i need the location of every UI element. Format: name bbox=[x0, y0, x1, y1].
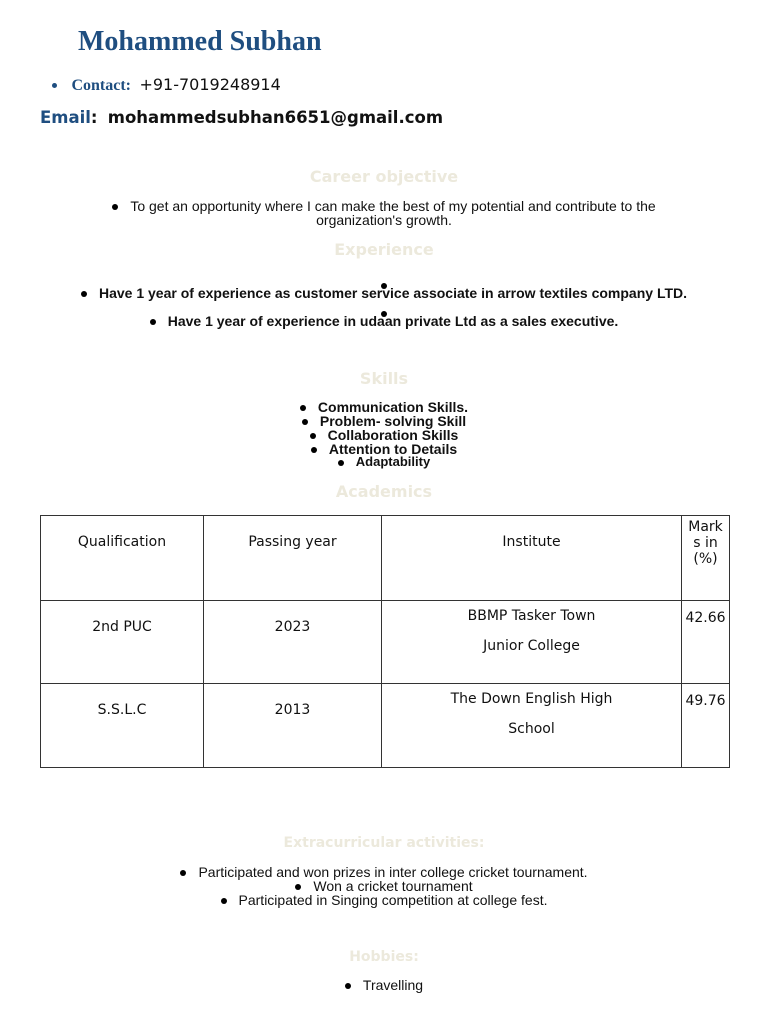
bullet-icon bbox=[311, 447, 317, 453]
email-row bbox=[40, 108, 443, 127]
header-cell bbox=[682, 516, 730, 601]
table-row bbox=[41, 601, 730, 684]
header-cell bbox=[204, 516, 382, 601]
institute-line: The Down English High bbox=[450, 691, 613, 707]
contact-label: Contact: bbox=[71, 77, 131, 94]
institute-cell bbox=[382, 601, 681, 661]
bullet-icon bbox=[338, 460, 344, 466]
career-objective-heading: Career objective bbox=[309, 167, 459, 186]
table-row bbox=[41, 684, 730, 768]
contact-row bbox=[52, 75, 281, 95]
bullet-icon bbox=[81, 291, 87, 297]
bullet-icon bbox=[345, 983, 351, 989]
institute-line: Junior College bbox=[483, 638, 580, 654]
qualification-cell: S.S.L.C bbox=[97, 702, 147, 718]
bullet-icon bbox=[300, 405, 306, 411]
extracurricular-item-3 bbox=[0, 892, 768, 908]
experience-item-2 bbox=[0, 313, 768, 329]
marks-cell: 49.76 bbox=[685, 693, 726, 709]
skill-text: Attention to Details bbox=[328, 441, 458, 457]
header-institute: Institute bbox=[502, 534, 561, 550]
year-cell: 2013 bbox=[274, 702, 311, 718]
institute-line: School bbox=[508, 721, 555, 737]
email-colon: : bbox=[90, 108, 98, 127]
extracurricular-text: Participated in Singing competition at college fest. bbox=[238, 892, 548, 908]
bullet-icon bbox=[180, 870, 186, 876]
marks-cell: 42.66 bbox=[685, 610, 726, 626]
bullet-icon bbox=[295, 884, 301, 890]
skill-text: Adaptability bbox=[355, 454, 431, 469]
hobbies-heading: Hobbies: bbox=[349, 949, 419, 965]
experience-item-1 bbox=[0, 285, 768, 301]
institute-cell bbox=[382, 684, 681, 744]
bullet-icon bbox=[150, 319, 156, 325]
table-cell bbox=[382, 684, 682, 768]
resume-name: Mohammed Subhan bbox=[78, 26, 322, 57]
skill-item-5 bbox=[0, 454, 768, 469]
table-cell bbox=[382, 601, 682, 684]
skill-text: Collaboration Skills bbox=[327, 427, 459, 443]
qualification-cell: 2nd PUC bbox=[92, 619, 152, 635]
header-passing-year: Passing year bbox=[248, 534, 337, 550]
table-cell bbox=[41, 684, 204, 768]
bullet-icon bbox=[112, 204, 118, 210]
table-cell bbox=[204, 684, 382, 768]
career-objective-text-1: To get an opportunity where I can make the best of my potential and contribute to the bbox=[130, 198, 656, 214]
bullet-icon bbox=[221, 898, 227, 904]
header-qualification: Qualification bbox=[77, 534, 167, 550]
hobby-text: Travelling bbox=[362, 977, 424, 993]
academics-heading: Academics bbox=[335, 482, 433, 501]
header-cell bbox=[41, 516, 204, 601]
skill-text: Problem- solving Skill bbox=[319, 413, 467, 429]
hobby-item-1 bbox=[0, 977, 768, 993]
header-marks: Marks in (%) bbox=[688, 519, 723, 567]
extracurricular-text: Participated and won prizes in inter college cricket tournament. bbox=[198, 864, 588, 880]
table-cell bbox=[204, 601, 382, 684]
table-cell bbox=[682, 684, 730, 768]
table-cell bbox=[682, 601, 730, 684]
table-header-row bbox=[41, 516, 730, 601]
extracurricular-text: Won a cricket tournament bbox=[313, 878, 473, 894]
contact-phone: +91-7019248914 bbox=[139, 75, 281, 94]
email-label: Email bbox=[40, 108, 91, 127]
experience-text-1: Have 1 year of experience as customer service associate in arrow textiles company LTD. bbox=[98, 285, 688, 301]
skills-heading: Skills bbox=[359, 369, 409, 388]
institute-line: BBMP Tasker Town bbox=[467, 608, 596, 624]
skill-text: Communication Skills. bbox=[317, 399, 469, 415]
extracurricular-heading: Extracurricular activities: bbox=[283, 835, 485, 851]
bullet-icon bbox=[302, 419, 308, 425]
table-cell bbox=[41, 601, 204, 684]
bullet-icon bbox=[52, 83, 57, 88]
career-objective-line-1 bbox=[0, 199, 768, 213]
email-address: mohammedsubhan6651@gmail.com bbox=[107, 108, 444, 127]
experience-text-2: Have 1 year of experience in udaan private Ltd as a sales executive. bbox=[167, 313, 619, 329]
experience-heading: Experience bbox=[334, 240, 434, 259]
header-cell bbox=[382, 516, 682, 601]
academics-table bbox=[40, 515, 730, 768]
year-cell: 2023 bbox=[274, 619, 311, 635]
career-objective-line-2: organization's growth. bbox=[316, 212, 452, 228]
bullet-icon bbox=[310, 433, 316, 439]
